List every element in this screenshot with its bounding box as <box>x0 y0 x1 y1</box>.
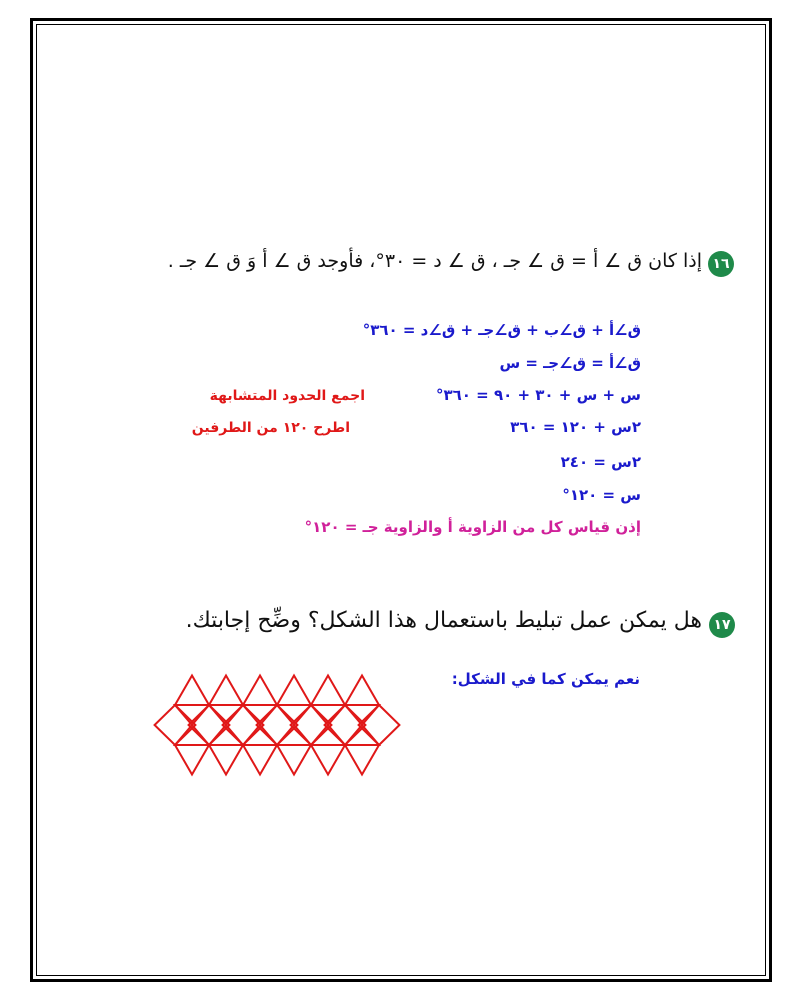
tess-triangle-top <box>243 676 277 705</box>
tess-triangle-bottom <box>175 745 209 774</box>
tess-triangle-bottom <box>311 745 345 774</box>
solution-line-3: س + س + ٣٠ + ٩٠ = ٣٦٠° <box>435 386 641 404</box>
tess-triangle-top <box>345 676 379 705</box>
tess-triangle-top <box>311 676 345 705</box>
solution-line-2: ق∠أ = ق∠جـ = س <box>499 354 641 372</box>
solution-line-6: س = ١٢٠° <box>562 486 641 504</box>
solution-line-5: ٢س = ٢٤٠ <box>560 453 641 471</box>
solution-note-1: اجمع الحدود المتشابهة <box>209 388 365 404</box>
answer-17-text: نعم يمكن كما في الشكل: <box>451 670 640 688</box>
tess-triangle-top <box>175 676 209 705</box>
question-17-number: ١٧ <box>713 617 731 633</box>
question-17-badge <box>709 612 735 638</box>
solution-line-4: ٢س + ١٢٠ = ٣٦٠ <box>510 418 641 436</box>
page-frame-inner <box>36 24 766 976</box>
tess-triangle-bottom <box>277 745 311 774</box>
question-16-badge <box>708 251 734 277</box>
tessellation-shapes <box>155 676 400 775</box>
solution-conclusion: إذن قياس كل من الزاوية أ والزاوية جـ = ١٢٠° <box>304 518 641 536</box>
tessellation-figure <box>140 665 430 795</box>
question-16-text: إذا كان ق ∠ أ = ق ∠ جـ ، ق ∠ د = ٣٠°، فأوجد ق ∠ أ وَ ق ∠ جـ . <box>167 250 702 272</box>
tess-triangle-top <box>209 676 243 705</box>
tess-triangle-bottom <box>243 745 277 774</box>
solution-line-1: ق∠أ + ق∠ب + ق∠جـ + ق∠د = ٣٦٠° <box>362 321 641 339</box>
tess-triangle-bottom <box>345 745 379 774</box>
tess-triangle-bottom <box>209 745 243 774</box>
solution-note-2: اطرح ١٢٠ من الطرفين <box>191 420 350 436</box>
question-17-text: هل يمكن عمل تبليط باستعمال هذا الشكل؟ وضِّح إجابتك. <box>185 608 702 633</box>
tess-triangle-top <box>277 676 311 705</box>
question-16-number: ١٦ <box>712 256 730 272</box>
